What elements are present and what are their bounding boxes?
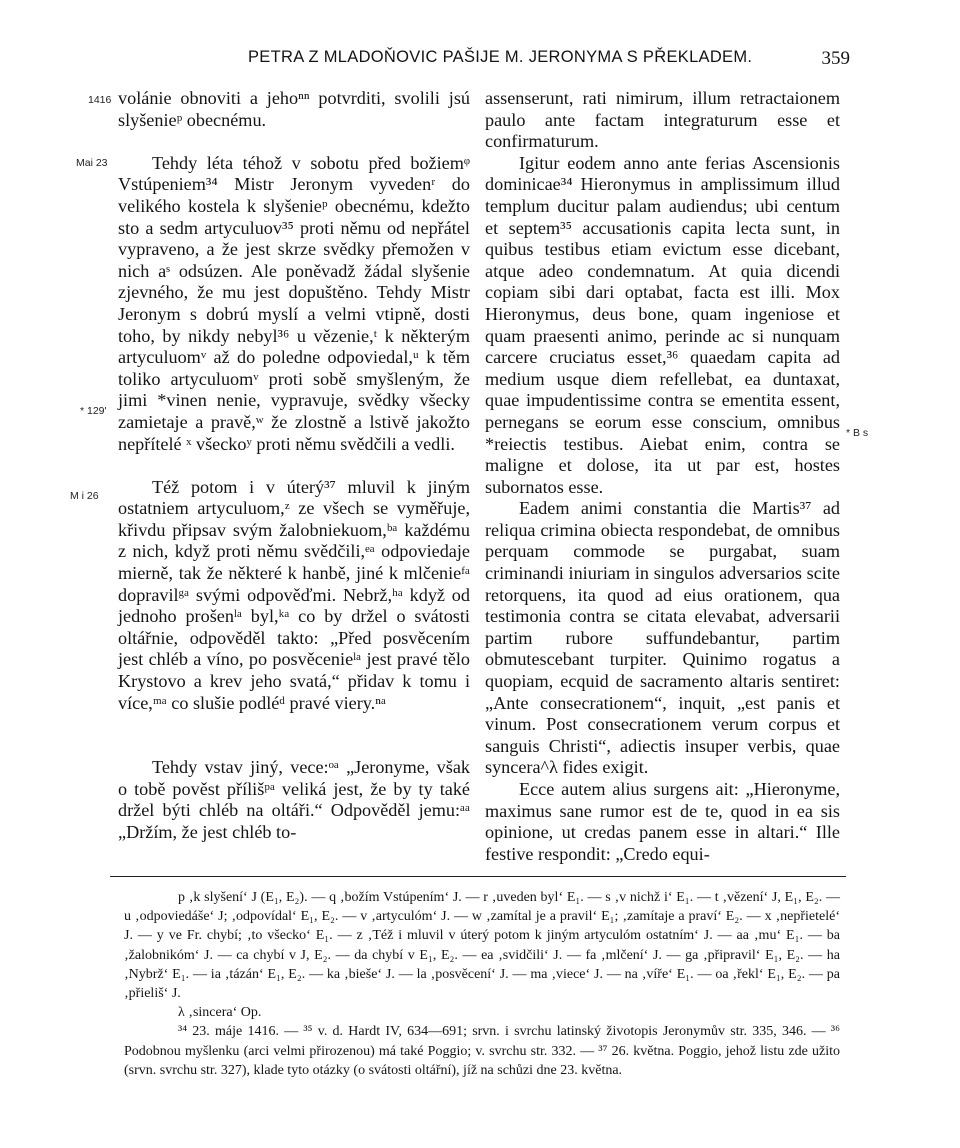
latin-paragraph-3: Eadem animi constantia die Martis³⁷ ad reliqua crimina obiecta respondebat, de omnibus perquam commode se purgabat, suam criminandi iniuriam in singulos adversarios scite retorquens, ita quod ad eius orationem, qua testimonia contra se citata elevabat, adversarii partim rubore suffundebantur, partim obmutescebant turpiter. Quinimo rogatus a quopiam, ecquid de sacramento altaris sentiret: „Ante consecrationem“, inquit, „est panis et vinum. Post consecrationem verum corpus et sanguis Christi“, adiectis insuper verbis, quae syncera^λ fides exigit. xyxy=(485,498,840,778)
footnote-variants: p ‚k slyšení‘ J (E₁, E₂). — q ‚božím Vstúpením‘ J. — r ‚uveden byl‘ E₁. — s ‚v nichž i‘ E₁. — t ‚vězení‘ J, E₁, E₂. — u ‚odpoviedáše‘ J; ‚odpovídal‘ E₁, E₂. — v ‚artyculóm‘ J. — w ‚zamítal je a pravil‘ E₁; ‚zamítaje a praví‘ E₂. — x ‚nepřietelé‘ J. — y ve Fr. chybí; ‚to všecko‘ E₁. — z ‚Též i mluvil v úterý potom k jiným artyculóm ostatním‘ J. — aa ‚mu‘ E₁. — ba ‚žalobnikóm‘ J. — ca chybí v J, E₂. — da chybí v E₁, E₂. — ea ‚svidčili‘ J. — fa ‚mlčení‘ J. — ga ‚připravil‘ E₁, E₂. — ha ‚Nybrž‘ E₁. — ia ‚tázán‘ E₁, E₂. — ka ‚bieše‘ J. — la ‚posvěcení‘ J. — ma ‚viece‘ J. — na ‚víře‘ E₁. — oa ‚řekl‘ E₁, E₂. — pa ‚přieliš‘ J. xyxy=(124,890,840,1002)
czech-paragraph-2: Tehdy léta téhož v sobotu před božiemᵠ Vstúpeniem³⁴ Mistr Jeronym vyvedenʳ do velikého kostela k slyšenieᵖ obecnému, kdežto sto a sedm artyculuov³⁵ proti němu od nepřátel vypraveno, a že jest skrze svědky přemožen v nich aˢ odsúzen. Ale poněvadž žádal slyšenie zjevného, že mu jest dopuštěno. Tehdy Mistr Jeronym s dobrú myslí a velmi vtipně, dosti toho, by nikdy nebyl³⁶ u vězenie,ᵗ k některým artyculuomᵛ až do poledne odpoviedal,ᵘ k těm toliko artyculuomᵛ proti sobě smyšleným, že jimi *vinen nenie, vypravuje, svědky všecky zamietaje a pravě,ʷ že zlostně a lstivě jakožto nepřítelé ˣ všeckoʸ proti němu svědčili a vedli. xyxy=(118,152,470,454)
footnote-lambda: λ ‚sincera‘ Op. xyxy=(178,1005,262,1021)
footnote-divider xyxy=(110,876,846,877)
latin-paragraph-2: Igitur eodem anno ante ferias Ascensionis dominicae³⁴ Hieronymus in amplissimum illud templum ducitur palam audiendus; ubi centum et septem³⁵ accusationis capita lecta sunt, in quibus testibus etiam evictum esse dicebant, atque adeo condemnatum. At quia dicendi copiam sibi dari optabat, facta est illi. Mox Hieronymus, deus bone, quam ingeniose et quam praesenti animo, perinde ac si nunquam carcere cruciatus esset,³⁶ quaedam capita ad medium usque diem refellebat, ea duntaxat, quae impudentissime contra se ementita essent, pernegans se eorum esse conscium, omnibus *reiectis testibus. Aiebat enim, contra se maligne et dolose, ita ut par est, hostes subornatos esse. xyxy=(485,152,840,497)
czech-paragraph-4: Tehdy vstav jiný, vece:ᵒᵃ „Jeronyme, však o tobě pověst přílišᵖᵃ veliká jest, že by ty také držel býti chléb na oltáři.“ Odpověděl jemu:ᵃᵃ „Držím, že jest chléb to- xyxy=(118,757,470,842)
margin-note-folio-left: * 129' xyxy=(80,405,107,417)
margin-note-year: 1416 xyxy=(88,94,112,106)
latin-text-column xyxy=(485,88,840,865)
czech-paragraph-1: volánie obnoviti a jehoⁿⁿ potvrditi, svolili jsú slyšenieᵖ obecnému. xyxy=(118,88,470,130)
czech-text-column xyxy=(118,88,470,844)
running-head-title: PETRA Z MLADOŇOVIC PAŠIJE M. JERONYMA S PŘEKLADEM. xyxy=(248,48,753,66)
czech-paragraph-3: Též potom i v úterý³⁷ mluvil k jiným ostatniem artyculuom,ᶻ ze všech se vyměřuje, křivdu připsav svým žalobniekuom,ᵇᵃ každému z nich, když proti němu svědčili,ᵉᵃ odpoviedaje mierně, tak že některé k hanbě, jiné k mlčenieᶠᵃ dopravilᵍᵃ svými odpověďmi. Nebrž,ʰᵃ když od jednoho prošenˡᵃ byl,ᵏᵃ co by držel o svátosti oltářnie, odpověděl takto: „Před posvěcením jest chléb a víno, po posvěcenieˡᵃ jest pravé tělo Krystovo a krev jeho svatá,“ přidav k tomu i více,ᵐᵃ co slušie podléᵈ pravé viery.ⁿᵃ xyxy=(118,476,470,713)
footnotes xyxy=(124,888,840,1080)
footnote-numbered: ³⁴ 23. máje 1416. — ³⁵ v. d. Hardt IV, 634—691; srvn. i svrchu latinský životopis Jeronymův str. 335, 346. — ³⁶ Podobnou myšlenku (arci velmi přirozenou) má také Poggio; v. svrchu str. 332. — ³⁷ 26. května. Poggio, jehož listu zde užito (srvn. svrchu str. 327), klade tyto otázky (o svátosti oltářní), jíž na schůzi dne 23. května. xyxy=(124,1024,840,1078)
margin-note-date-may26: M i 26 xyxy=(70,490,99,502)
latin-paragraph-4: Ecce autem alius surgens ait: „Hieronyme, maximus sane rumor est de te, quod in ea sis opinione, ut credas panem esse in altari.“ Ille festive respondit: „Credo equi- xyxy=(485,779,840,864)
latin-paragraph-1: assenserunt, rati nimirum, illum retractaionem paulo ante factam integraturum esse et confirmaturum. xyxy=(485,88,840,152)
page-number: 359 xyxy=(821,48,850,69)
margin-note-date-may23: Mai 23 xyxy=(76,157,108,169)
margin-note-folio-right: * B s xyxy=(846,427,869,439)
running-header xyxy=(0,48,960,76)
